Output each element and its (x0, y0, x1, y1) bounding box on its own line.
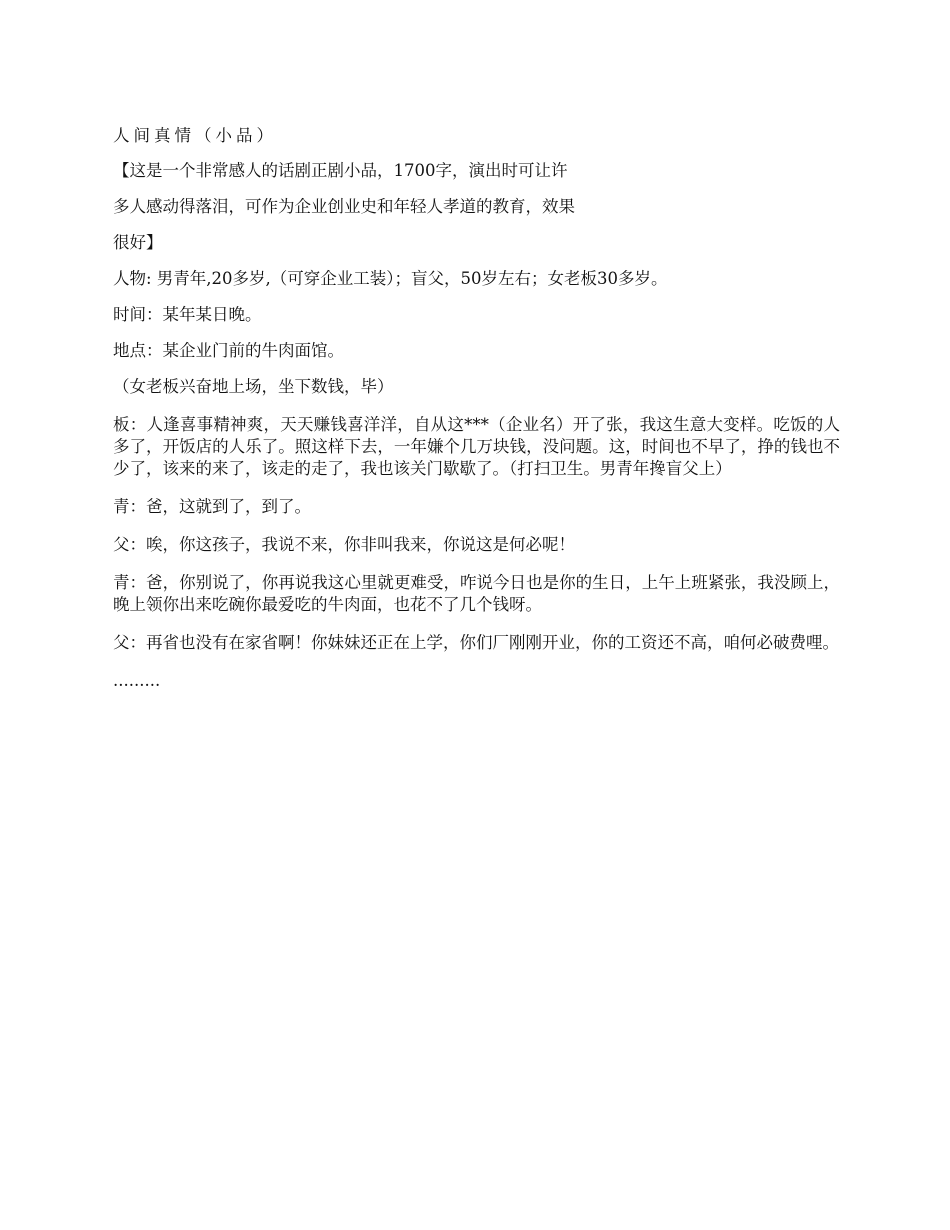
stage-direction: （女老板兴奋地上场，坐下数钱，毕） (113, 377, 394, 396)
place-line: 地点：某企业门前的牛肉面馆。 (113, 341, 344, 360)
intro-line-3: 很好】 (113, 233, 163, 252)
dialogue-son-1: 青：爸，这就到了，到了。 (113, 497, 311, 516)
document-title: 人间真情（小品） (113, 126, 277, 145)
dialogue-father-2: 父：再省也没有在家省啊！你妹妹还正在上学，你们厂刚刚开业，你的工资还不高，咱何必破费哩。 (113, 633, 839, 652)
time-line: 时间：某年某日晚。 (113, 305, 262, 324)
intro-line-1: 【这是一个非常感人的话剧正剧小品，1700字，演出时可让许 (113, 161, 568, 180)
dialogue-boss: 板：人逢喜事精神爽，天天赚钱喜洋洋，自从这***（企业名）开了张，我这生意大变样。吃饭的人多了，开饭店的人乐了。照这样下去，一年嫌个几万块钱，没问题。这，时间也不早了，挣的钱也不少了，该来的来了，该走的走了，我也该关门歇歇了。（打扫卫生。男青年搀盲父上） (113, 415, 840, 478)
ellipsis: ......... (113, 671, 161, 690)
intro-line-2: 多人感动得落泪，可作为企业创业史和年轻人孝道的教育，效果 (113, 197, 575, 216)
document-body (113, 125, 840, 692)
characters-line: 人物: 男青年,20多岁,（可穿企业工装）；盲父，50岁左右；女老板30多岁。 (113, 269, 668, 288)
dialogue-father-1: 父：唉，你这孩子，我说不来，你非叫我来，你说这是何必呢！ (113, 535, 575, 554)
dialogue-son-2: 青：爸，你别说了，你再说我这心里就更难受，咋说今日也是你的生日，上午上班紧张，我没顾上，晚上领你出来吃碗你最爱吃的牛肉面，也花不了几个钱呀。 (113, 573, 840, 614)
